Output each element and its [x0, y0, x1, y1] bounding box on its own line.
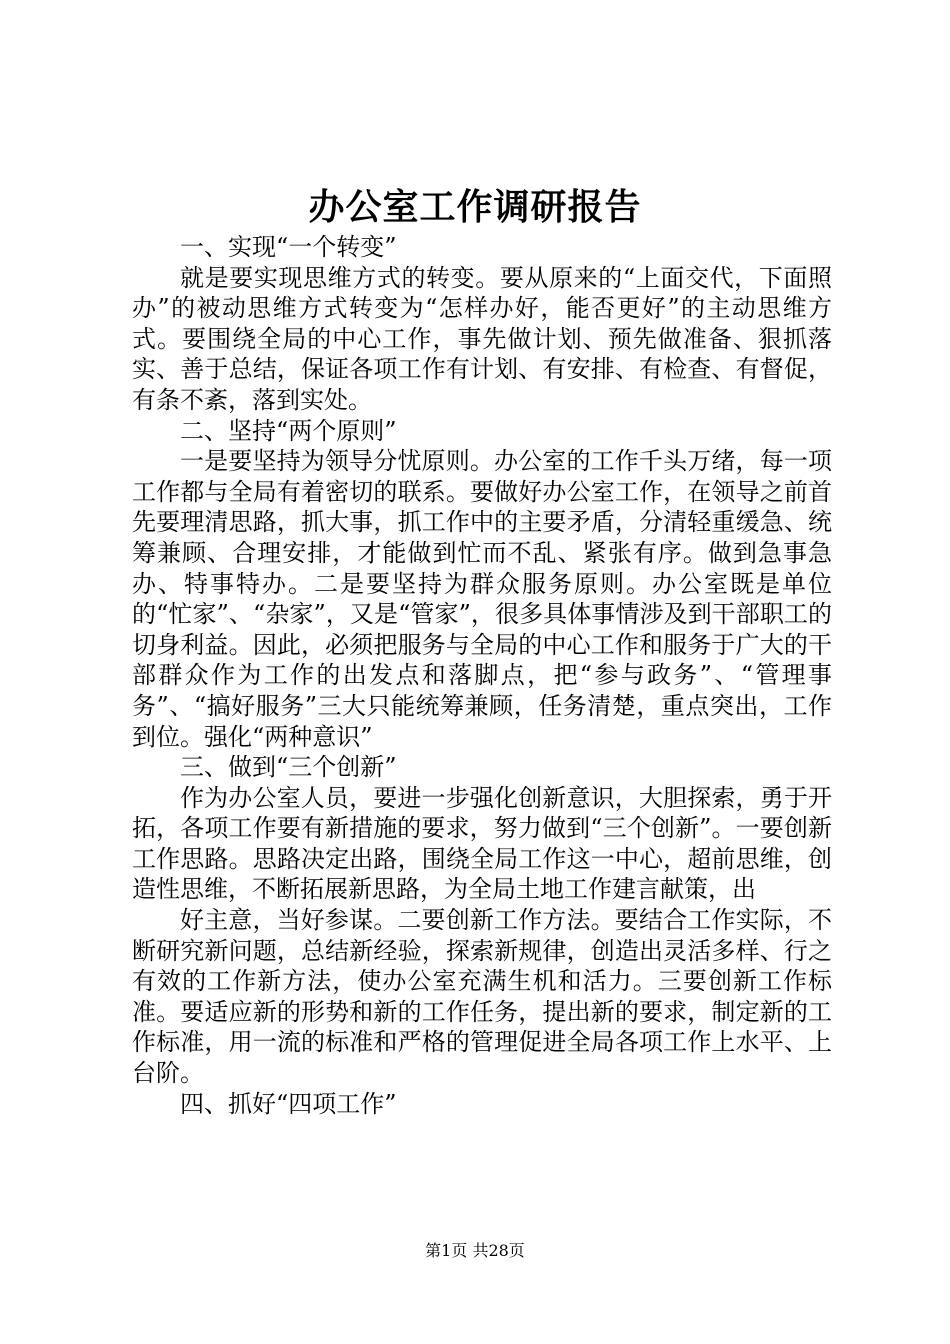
- section-heading-4: 四、抓好“四项工作”: [180, 1089, 397, 1118]
- page-footer: 第1页 共28页: [425, 1241, 525, 1260]
- section-heading-1: 一、实现“一个转变”: [180, 233, 397, 261]
- paragraph: 作为办公室人员，要进一步强化创新意识，大胆探索，勇于开拓，各项工作要有新措施的要求，努力做到“三个创新”。一要创新工作思路。思路决定出路，围绕全局工作这一中心，超前思维，创造性思维，不断拓展新思路，为全局土地工作建言献策，出: [132, 783, 832, 904]
- paragraph: 就是要实现思维方式的转变。要从原来的“上面交代，下面照办”的被动思维方式转变为“怎样办好，能否更好”的主动思维方式。要围绕全局的中心工作，事先做计划、预先做准备、狠抓落实、善于总结，保证各项工作有计划、有安排、有检查、有督促，有条不紊，落到实处。: [132, 263, 832, 414]
- section-heading-2: 二、坚持“两个原则”: [180, 416, 397, 445]
- document-title: 办公室工作调研报告: [308, 186, 642, 228]
- paragraph: 一是要坚持为领导分忧原则。办公室的工作千头万绪，每一项工作都与全局有着密切的联系。要做好办公室工作，在领导之前首先要理清思路，抓大事，抓工作中的主要矛盾，分清轻重缓急、统筹兼顾、合理安排，才能做到忙而不乱、紧张有序。做到急事急办、特事特办。二是要坚持为群众服务原则。办公室既是单位的“忙家”、“杂家”，又是“管家”，很多具体事情涉及到干部职工的切身利益。因此，必须把服务与全局的中心工作和服务于广大的干部群众作为工作的出发点和落脚点，把“参与政务”、“管理事务”、“搞好服务”三大只能统筹兼顾，任务清楚，重点突出，工作到位。强化“两种意识”: [132, 447, 832, 751]
- paragraph: 好主意，当好参谋。二要创新工作方法。要结合工作实际，不断研究新问题，总结新经验，探索新规律，创造出灵活多样、行之有效的工作新方法，使办公室充满生机和活力。三要创新工作标准。要适应新的形势和新的工作任务，提出新的要求，制定新的工作标准，用一流的标准和严格的管理促进全局各项工作上水平、上台阶。: [132, 906, 832, 1088]
- document-body: [132, 232, 832, 1119]
- section-heading-3: 三、做到“三个创新”: [180, 753, 397, 782]
